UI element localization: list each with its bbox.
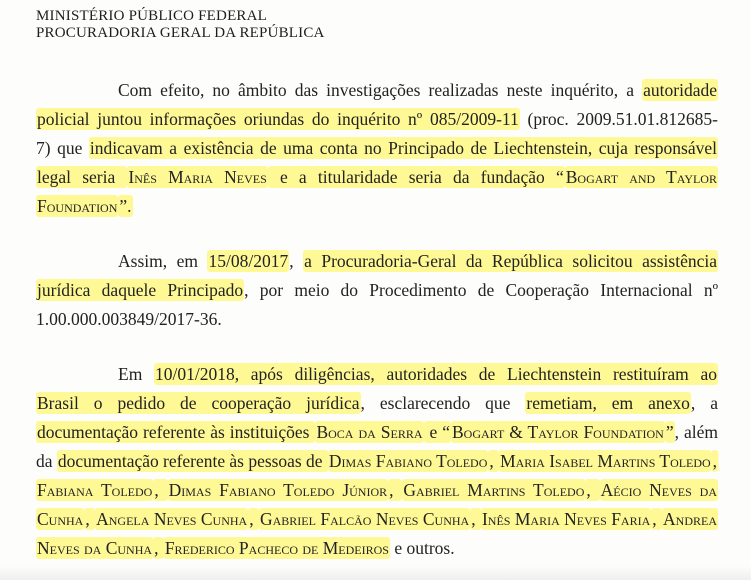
text-line [36, 478, 718, 502]
text-line [118, 362, 718, 386]
text-line [36, 507, 718, 531]
text-line [36, 536, 455, 560]
highlighted-name: Frederico Pacheco de Medeiros [164, 538, 389, 558]
highlighted-text: documentação referente às pessoas de [57, 451, 327, 471]
highlighted-name: Dimas Fabiano Toledo Júnior [168, 480, 388, 500]
highlighted-text: , [586, 480, 599, 500]
highlighted-text: jurídica daquele Principado [37, 280, 244, 300]
highlighted-text: e “ [424, 422, 450, 442]
highlighted-text: , [389, 480, 402, 500]
text-line [118, 78, 718, 102]
text-run: (proc. 2009.51.01.812685- [519, 109, 718, 129]
text-line [36, 391, 718, 415]
highlighted-name: Bogart & Taylor Foundation [452, 422, 664, 442]
highlighted-name: Inês Maria Neves [128, 167, 267, 187]
header-line-office: PROCURADORIA GERAL DA REPÚBLICA [36, 25, 325, 41]
highlighted-name: Angela Neves Cunha [96, 509, 248, 529]
highlighted-text: a Procuradoria-Geral da República solicitou assistência [304, 251, 717, 271]
text-run: 1.00.000.003849/2017-36. [36, 309, 222, 329]
text-run: da [36, 451, 57, 471]
highlighted-text: , [154, 480, 167, 500]
highlighted-name: Gabriel Martins Toledo [403, 480, 585, 500]
document-header [36, 8, 325, 42]
highlighted-text: legal seria [37, 167, 127, 187]
highlighted-name: Aécio Neves da [600, 480, 718, 500]
text-line [36, 107, 718, 131]
highlighted-text: Brasil o pedido de cooperação jurídica [37, 393, 360, 413]
highlighted-text: indicavam a existência de uma conta no Principado de Liechtenstein, cuja responsável [89, 138, 717, 158]
highlighted-text: 10/01/2018, após diligências, autoridades de Liechtenstein restituíram ao [155, 364, 717, 384]
highlighted-name: Dimas Fabiano Toledo [328, 451, 488, 471]
highlighted-text: ”. [119, 196, 132, 216]
highlighted-name: Maria Isabel Martins Toledo [500, 451, 711, 471]
highlighted-text: 15/08/2017 [208, 251, 289, 271]
highlighted-name: Andrea [663, 509, 718, 529]
highlighted-text: , [489, 451, 499, 471]
text-run: 7) que [36, 138, 89, 158]
text-line [36, 449, 718, 473]
text-run: , a [690, 393, 718, 413]
text-run: Assim, em [118, 251, 208, 271]
highlighted-text: , [712, 451, 718, 471]
text-line [36, 136, 718, 160]
highlighted-text: ” [665, 422, 674, 442]
highlighted-name: Neves da Cunha [37, 538, 153, 558]
highlighted-text: remetiam, em anexo [526, 393, 690, 413]
header-line-ministry: MINISTÉRIO PÚBLICO FEDERAL [36, 8, 268, 24]
highlighted-name: Foundation [37, 196, 118, 216]
highlighted-name: Cunha [37, 509, 84, 529]
text-run: e outros. [389, 538, 455, 558]
text-line [118, 249, 718, 273]
text-run: , além [674, 422, 718, 442]
highlighted-name: Gabriel Falcão Neves Cunha [259, 509, 470, 529]
highlighted-text: , [471, 509, 480, 529]
highlighted-name: Boca da Serra [316, 422, 423, 442]
text-run: , [289, 251, 304, 271]
highlighted-text: documentação referente às instituições [37, 422, 315, 442]
text-run: , por meio do Procedimento de Cooperação Internacional nº [244, 280, 718, 300]
highlighted-text: , [154, 538, 163, 558]
text-line [36, 278, 718, 302]
text-line [36, 307, 222, 331]
highlighted-name: Fabiana Toledo [37, 480, 153, 500]
paper-edge [0, 566, 751, 580]
highlighted-name: Bogart and Taylor [565, 167, 717, 187]
text-run: , esclarecendo que [360, 393, 526, 413]
highlighted-text: e a titularidade seria da fundação “ [268, 167, 564, 187]
highlighted-text: , [85, 509, 95, 529]
highlighted-text: , [249, 509, 258, 529]
text-line [36, 194, 133, 218]
text-line [36, 165, 718, 189]
highlighted-text: , [652, 509, 662, 529]
text-line [36, 420, 718, 444]
highlighted-name: Inês Maria Neves Faria [481, 509, 651, 529]
highlighted-text: policial juntou informações oriundas do inquérito nº 085/2009-11 [37, 109, 519, 129]
highlighted-text: autoridade [643, 80, 717, 100]
text-run: Com efeito, no âmbito das investigações realizadas neste inquérito, a [118, 80, 643, 100]
text-run: Em [118, 364, 154, 384]
